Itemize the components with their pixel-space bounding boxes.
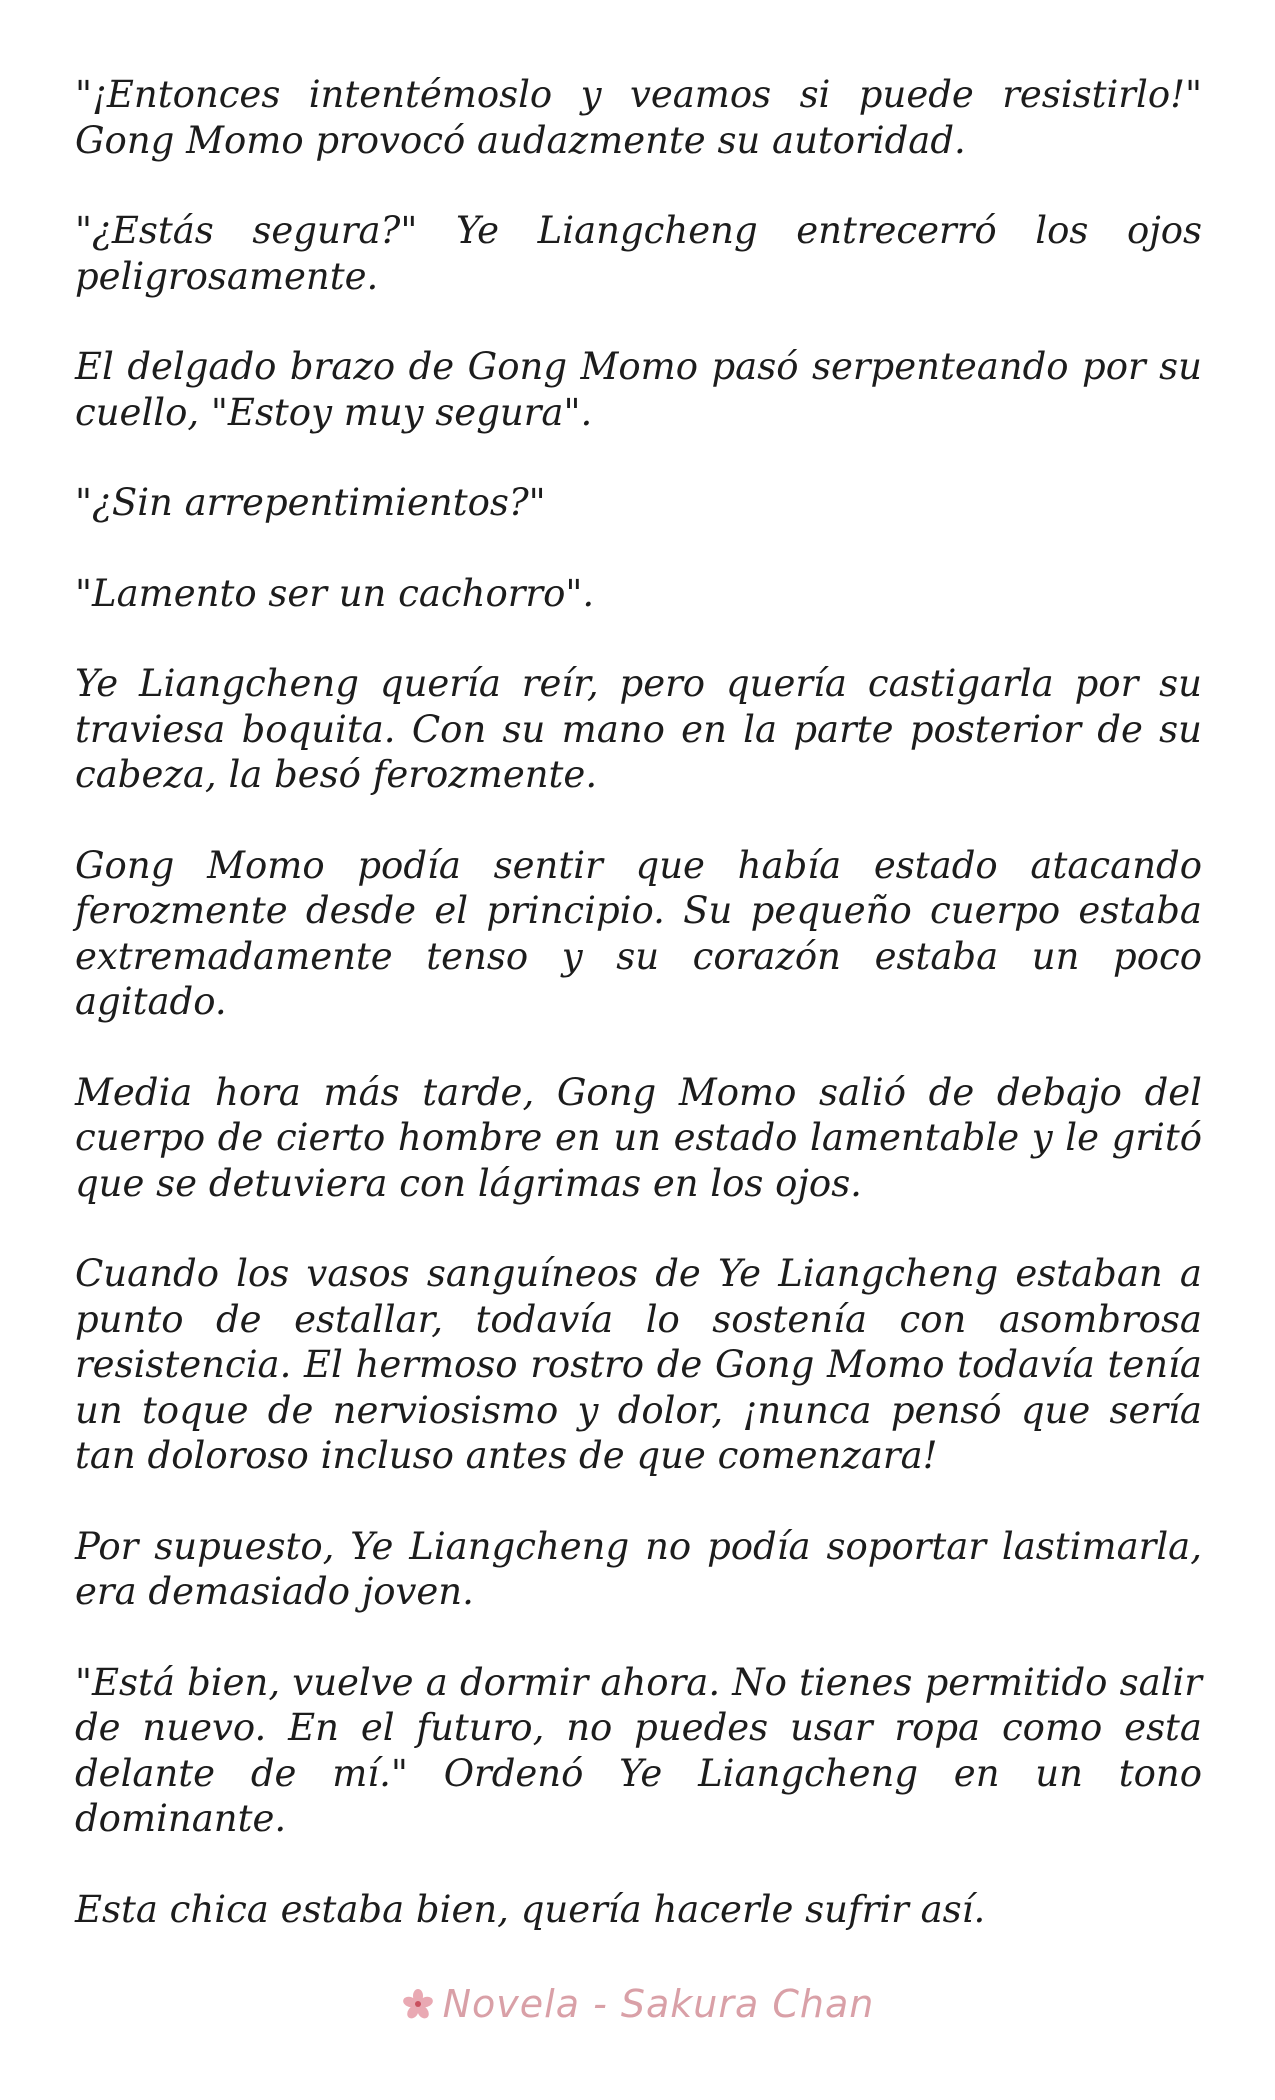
watermark — [0, 1982, 1275, 2026]
paragraph: Por supuesto, Ye Liangcheng no podía soportar lastimarla, era demasiado joven. — [75, 1524, 1202, 1613]
document-body — [75, 72, 1202, 1977]
paragraph: Media hora más tarde, Gong Momo salió de debajo del cuerpo de cierto hombre en un estado lamentable y le gritó que se detuviera con lágrimas en los ojos. — [75, 1070, 1202, 1205]
paragraph: El delgado brazo de Gong Momo pasó serpenteando por su cuello, "Estoy muy segura". — [75, 345, 1202, 434]
paragraph: "¿Sin arrepentimientos?" — [75, 481, 546, 524]
watermark-text: Novela - Sakura Chan — [442, 1982, 875, 2026]
paragraph: "¿Estás segura?" Ye Liangcheng entrecerró los ojos peligrosamente. — [75, 209, 1202, 298]
paragraph: Ye Liangcheng quería reír, pero quería castigarla por su traviesa boquita. Con su mano en la parte posterior de su cabeza, la besó ferozmente. — [75, 662, 1202, 796]
sakura-flower-icon — [401, 1986, 435, 2020]
paragraph: "Está bien, vuelve a dormir ahora. No tienes permitido salir de nuevo. En el futuro, no puedes usar ropa como esta delante de mí." Ordenó Ye Liangcheng en un tono dominante. — [75, 1660, 1202, 1840]
paragraph: "Lamento ser un cachorro". — [75, 571, 595, 615]
paragraph: Esta chica estaba bien, quería hacerle sufrir así. — [75, 1887, 986, 1931]
paragraph: "¡Entonces intentémoslo y veamos si puede resistirlo!" Gong Momo provocó audazmente su autoridad. — [75, 73, 1202, 162]
paragraph: Gong Momo podía sentir que había estado atacando ferozmente desde el principio. Su pequeño cuerpo estaba extremadamente tenso y su corazón estaba un poco agitado. — [75, 843, 1202, 1023]
paragraph: Cuando los vasos sanguíneos de Ye Liangcheng estaban a punto de estallar, todavía lo sostenía con asombrosa resistencia. El hermoso rostro de Gong Momo todavía tenía un toque de nerviosismo y dolor, ¡nunca pensó que sería tan doloroso incluso antes de que comenzara! — [75, 1252, 1202, 1477]
